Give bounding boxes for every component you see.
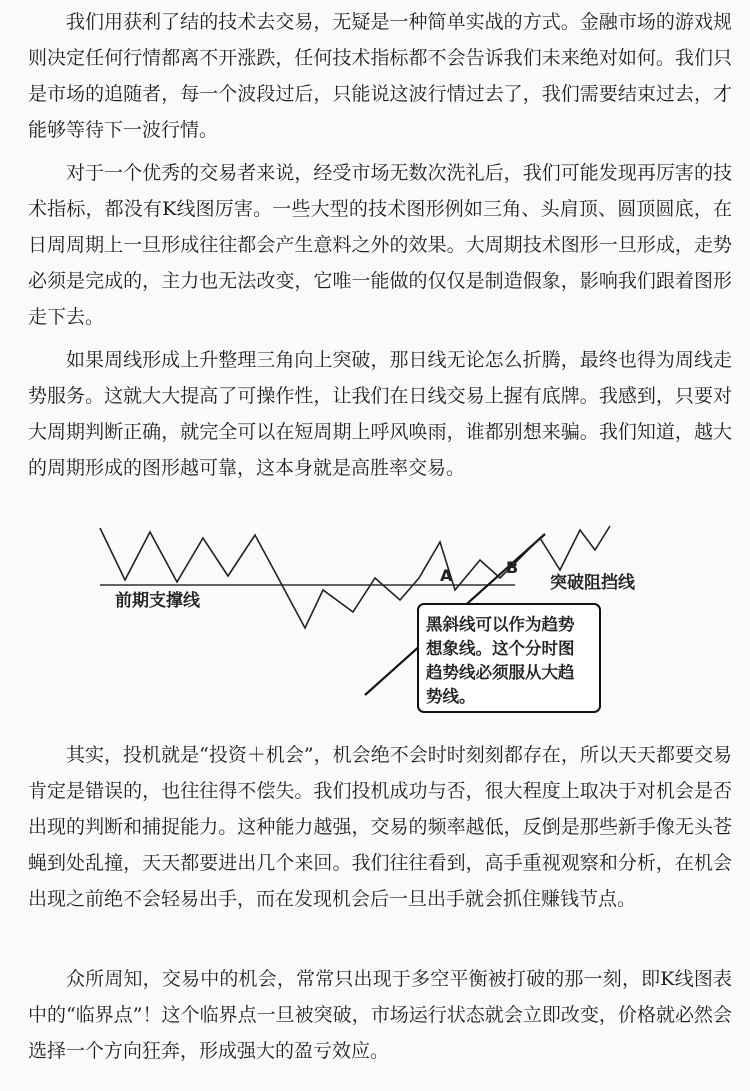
paragraph-5: 众所周知，交易中的机会，常常只出现于多空平衡被打破的那一刻，即K线图表中的“临界点”！这个临界点一旦被突破，市场运行状态就会立即改变，价格就必然会选择一个方向狂奔，形成强大的盈亏效应。 — [28, 968, 732, 1062]
callout-line-1: 黑斜线可以作为趋势 — [426, 615, 575, 634]
paragraph-2: 对于一个优秀的交易者来说，经受市场无数次洗礼后，我们可能发现再厉害的技术指标，都没有K线图厉害。一些大型的技术图形例如三角、头肩顶、圆顶圆底，在日周周期上一旦形成往往都会产生意料之外的效果。大周期技术图形一旦形成，走势必须是完成的，主力也无法改变，它唯一能做的仅仅是制造假象，影响我们跟着图形走下去。 — [28, 162, 732, 328]
paragraph-1: 我们用获利了结的技术去交易，无疑是一种简单实战的方式。金融市场的游戏规则决定任何行情都离不开涨跌，任何技术指标都不会告诉我们未来绝对如何。我们只是市场的追随者，每一个波段过后，只能说这波行情过去了，我们需要结束过去，才能够等待下一波行情。 — [28, 11, 732, 141]
callout-line-3: 趋势线必须服从大趋 — [426, 663, 575, 682]
paragraph-4: 其实，投机就是“投资＋机会”，机会绝不会时时刻刻都存在，所以天天都要交易肯定是错误的，也往往得不偿失。我们投机成功与否，很大程度上取决于对机会是否出现的判断和捕捉能力。这种能力越强，交易的频率越低，反倒是那些新手像无头苍蝇到处乱撞，天天都要进出几个来回。我们往往看到，高手重视观察和分析，在机会出现之前绝不会轻易出手，而在发现机会后一旦出手就会抓住赚钱节点。 — [28, 744, 732, 910]
resistance-label: 突破阻挡线 — [550, 573, 635, 593]
point-b-label: B — [506, 558, 519, 577]
trend-diagram-svg — [95, 520, 655, 720]
callout-line-4: 势线。 — [426, 687, 476, 706]
paragraph-3: 如果周线形成上升整理三角向上突破，那日线无论怎么折腾，最终也得为周线走势服务。这就大大提高了可操作性，让我们在日线交易上握有底牌。我感到，只要对大周期判断正确，就完全可以在短周期上呼风唤雨，谁都别想来骗。我们知道，越大的周期形成的图形越可靠，这本身就是高胜率交易。 — [28, 349, 732, 479]
callout-line-2: 想象线。这个分时图 — [426, 639, 575, 658]
trend-diagram — [95, 520, 655, 720]
support-label: 前期支撑线 — [115, 591, 200, 611]
point-a-label: A — [440, 566, 453, 585]
